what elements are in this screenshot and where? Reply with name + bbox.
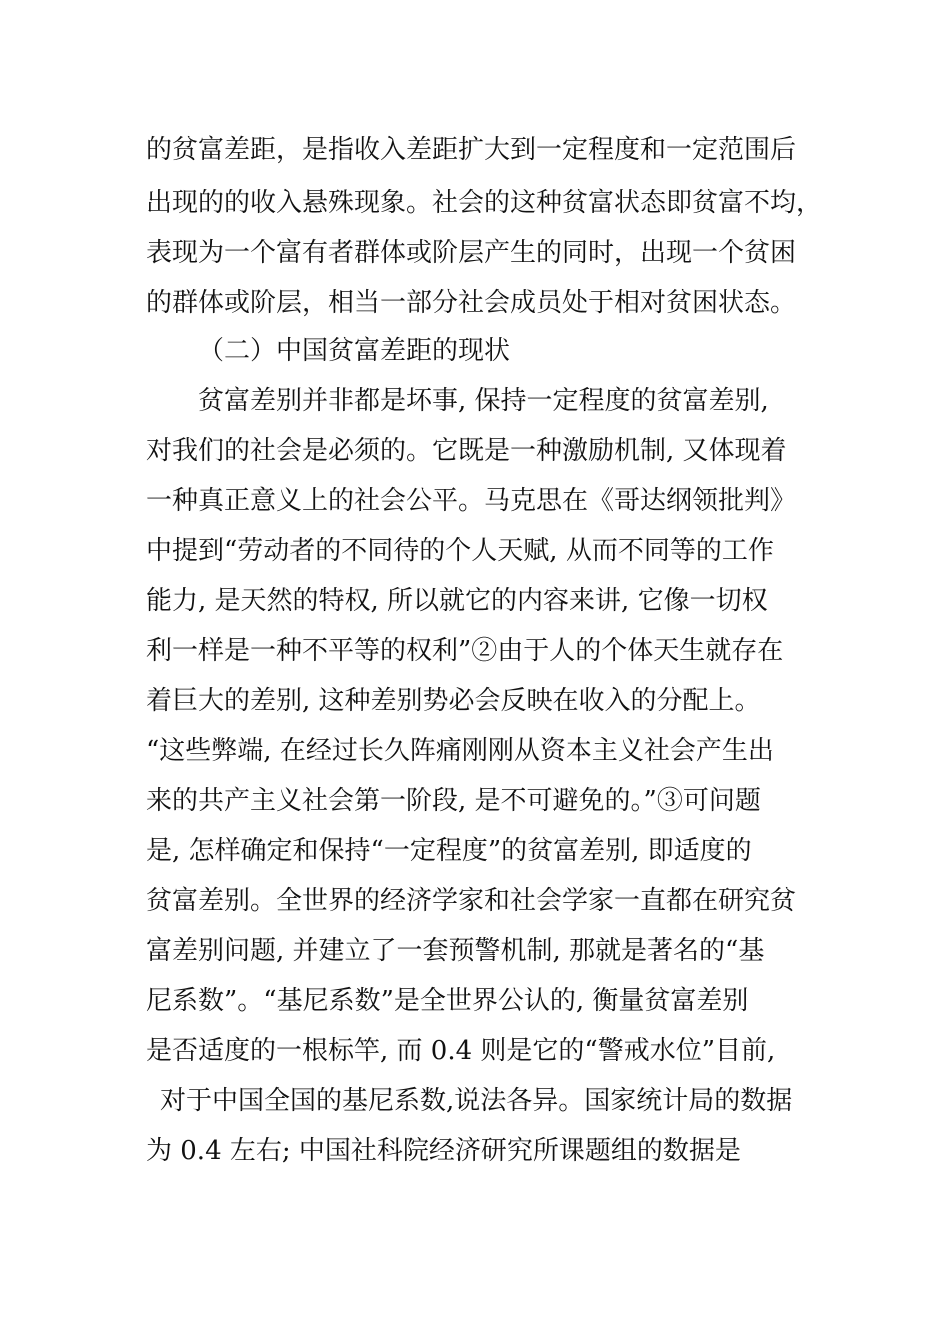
- paragraph-1-line-3: 表现为一个富有者群体或阶层产生的同时，出现一个贫困: [146, 238, 797, 268]
- paragraph-2-line-15: 对于中国全国的基尼系数,说法各异。国家统计局的数据: [160, 1086, 793, 1116]
- paragraph-1-line-1: 的贫富差距，是指收入差距扩大到一定程度和一定范围后: [146, 135, 797, 165]
- paragraph-2-line-16: 为 0.4 左右; 中国社科院经济研究所课题组的数据是: [146, 1136, 741, 1166]
- paragraph-2-line-4: 中提到“劳动者的不同待的个人天赋, 从而不同等的工作: [146, 536, 774, 566]
- section-heading: （二）中国贫富差距的现状: [198, 336, 511, 366]
- paragraph-2-line-10: 是, 怎样确定和保持“一定程度”的贫富差别, 即适度的: [146, 836, 752, 866]
- paragraph-2-line-1: 贫富差别并非都是坏事, 保持一定程度的贫富差别,: [198, 386, 769, 416]
- paragraph-2-line-5: 能力, 是天然的特权, 所以就它的内容来讲, 它像一切权: [146, 586, 768, 616]
- paragraph-2-line-14: 是否适度的一根标竿, 而 0.4 则是它的“警戒水位”目前,: [146, 1036, 776, 1066]
- paragraph-2-line-11: 贫富差别。全世界的经济学家和社会学家一直都在研究贫: [146, 886, 797, 916]
- paragraph-2-line-8: “这些弊端, 在经过长久阵痛刚刚从资本主义社会产生出: [146, 736, 774, 766]
- paragraph-2-line-7: 着巨大的差别, 这种差别势必会反映在收入的分配上。: [146, 686, 761, 716]
- paragraph-2-line-9: 来的共产主义社会第一阶段, 是不可避免的。”③可问题: [146, 786, 761, 816]
- paragraph-1-line-4: 的群体或阶层，相当一部分社会成员处于相对贫困状态。: [146, 288, 797, 318]
- paragraph-2-line-3: 一种真正意义上的社会公平。马克思在《哥达纲领批判》: [146, 486, 797, 516]
- paragraph-2-line-12: 富差别问题, 并建立了一套预警机制, 那就是著名的“基: [146, 936, 765, 966]
- paragraph-2-line-6: 利一样是一种不平等的权利”②由于人的个体天生就存在: [146, 636, 784, 666]
- paragraph-2-line-2: 对我们的社会是必须的。它既是一种激励机制, 又体现着: [146, 436, 787, 466]
- paragraph-1-line-2: 出现的的收入悬殊现象。社会的这种贫富状态即贫富不均，: [146, 188, 823, 218]
- paragraph-2-line-13: 尼系数”。“基尼系数”是全世界公认的, 衡量贫富差别: [146, 986, 749, 1016]
